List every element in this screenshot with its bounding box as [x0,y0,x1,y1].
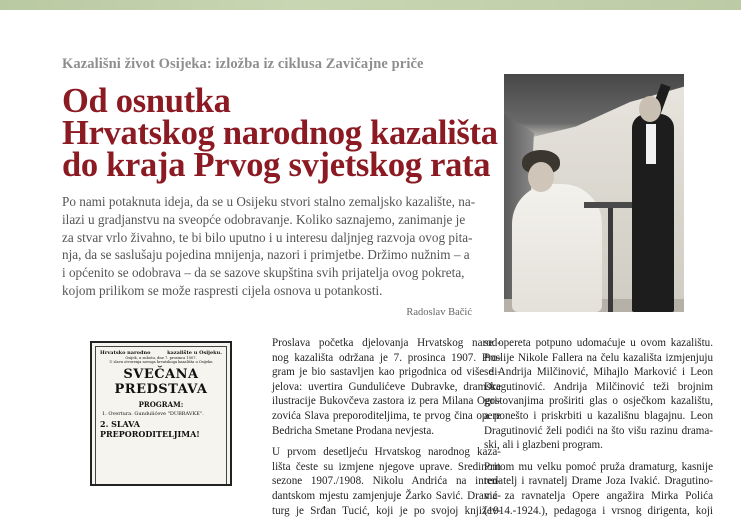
text-line: ski, ali i glazbeni program. [484,439,603,452]
photo-man-head [639,96,661,122]
text-line: turg je Srđan Tucić, koji je po svojoj književ- [272,504,501,517]
text-line: Bedricha Smetane Prodana nevjesta. [272,424,435,437]
poster-subline: U slavu otvorenja novoga hrvatskoga kazališta u Osijeku [109,360,213,365]
title-line: Od osnutka [62,82,231,120]
poster-subline: Osijek, u subotu, dne 7. prosinca 1907. [125,356,197,360]
theatre-poster-image [90,341,232,486]
text-line: sezone 1907./1908. Nikolu Andrića na inten- [272,475,501,488]
title-line: Hrvatskog narodnog kazališta [62,114,498,152]
kicker-subtitle: Kazališni život Osijeka: izložba iz ciklusa Zavičajne priče [62,56,424,72]
text-line: a ponešto i priskrbiti u kazališnu blagajnu. Leon [484,409,713,422]
lede-line: za stvar vrlo živahno, te bi bilo uputno i u interesu daljnjeg razvoja ovog pita- [62,229,473,245]
text-line: Dragutinović želi podići na što višu razinu drama- [484,424,713,437]
paragraph [272,336,501,438]
lede-line: kojom prilikom se može raspresti cijela osnova u potankosti. [62,282,383,298]
text-line: jelova: uvertira Gundulićeve Dubravke, dramske [272,380,501,393]
text-line: (1914.-1924.), pedagoga i vrsnog dirigenta, koji [484,504,713,517]
text-line: dantskom mjestu zamjenjuje Žarko Savić. Drama- [272,489,501,502]
text-line: zovića Slava preporoditeljima, te prvog čina opere [272,409,501,422]
lede-quote [62,193,492,300]
text-line: gostovanjima proširiti glas o osječkom kazalištu, [484,395,713,408]
body-column-right [484,336,713,525]
poster-program-label: PROGRAM: [138,400,184,410]
poster-header-right: kazalište u Osijeku. [167,350,222,356]
poster-header-left: Hrvatsko narodno [100,350,151,356]
photo-man-shirt [646,124,656,164]
photo-woman-head [528,162,554,192]
text-line: vić za ravnatelja Opere angažira Mirka Polića [484,489,713,502]
paragraph [484,460,713,518]
lede-line: Po nami potaknuta ideja, da se u Osijeku stvori stalno zemaljsko kazalište, na- [62,194,476,209]
poster-program-item: 2. SLAVA PREPORODITELJIMA! [100,419,200,440]
text-line: gram je bio sastavljen kao prigodnica od više di- [272,366,501,379]
photo-table-leg [608,208,613,312]
text-line: U prvom desetljeću Hrvatskog narodnog kaza- [272,446,501,459]
text-line: Poslije Nikole Fallera na čelu kazališta izmjenjuju [484,351,713,364]
text-line: Proslava početka djelovanja Hrvatskog narod- [272,337,501,349]
poster-program-item: 1. Overtura. Gundulićeve "DUBRAVKE". [102,411,204,418]
paragraph [272,445,501,518]
text-line: se opereta potpuno udomaćuje u ovom kazalištu. [484,337,713,349]
text-line: redatelj i ravnatelj Drame Joza Ivakić. Dragutino- [484,475,713,488]
poster-frame [95,346,227,486]
text-line: lišta česte su izmjene njegove uprave. Sredinom [272,460,501,473]
paragraph [484,336,713,453]
poster-header [96,347,226,356]
byline: Radoslav Bačić [406,307,472,318]
body-column-middle [272,336,501,525]
title-line: do kraja Prvog svjetskog rata [62,146,491,184]
article-title [62,82,532,184]
lede-line: i općenito se odobrava – da se sazove skupština svih prijatelja ovog pokreta, [62,265,465,281]
top-color-bar [0,0,741,10]
text-line: se Andrija Milčinović, Mihajlo Marković i Leon [484,366,713,379]
text-line: nog kazališta održana je 7. prosinca 1907. Pro- [272,351,501,364]
lede-line: nja, da se saslušaju pojedina mnijenja, nazori i primjetbe. Držimo nužnim – a [62,247,470,263]
text-line: ilustracije Bukovčeva zastora iz pera Milana Ogri- [272,395,501,408]
text-line: Pritom mu velku pomoć pruža dramaturg, kasnije [484,460,713,473]
historical-stage-photo [504,74,684,312]
poster-headline: SVEČANA PREDSTAVA [114,367,208,398]
text-line: Dragutinović. Andrija Milčinović teži brojnim [484,380,713,393]
lede-line: ilazi u gradjanstvu na sveopće odobravanje. Koliko saznajemo, zanimanje je [62,211,466,227]
